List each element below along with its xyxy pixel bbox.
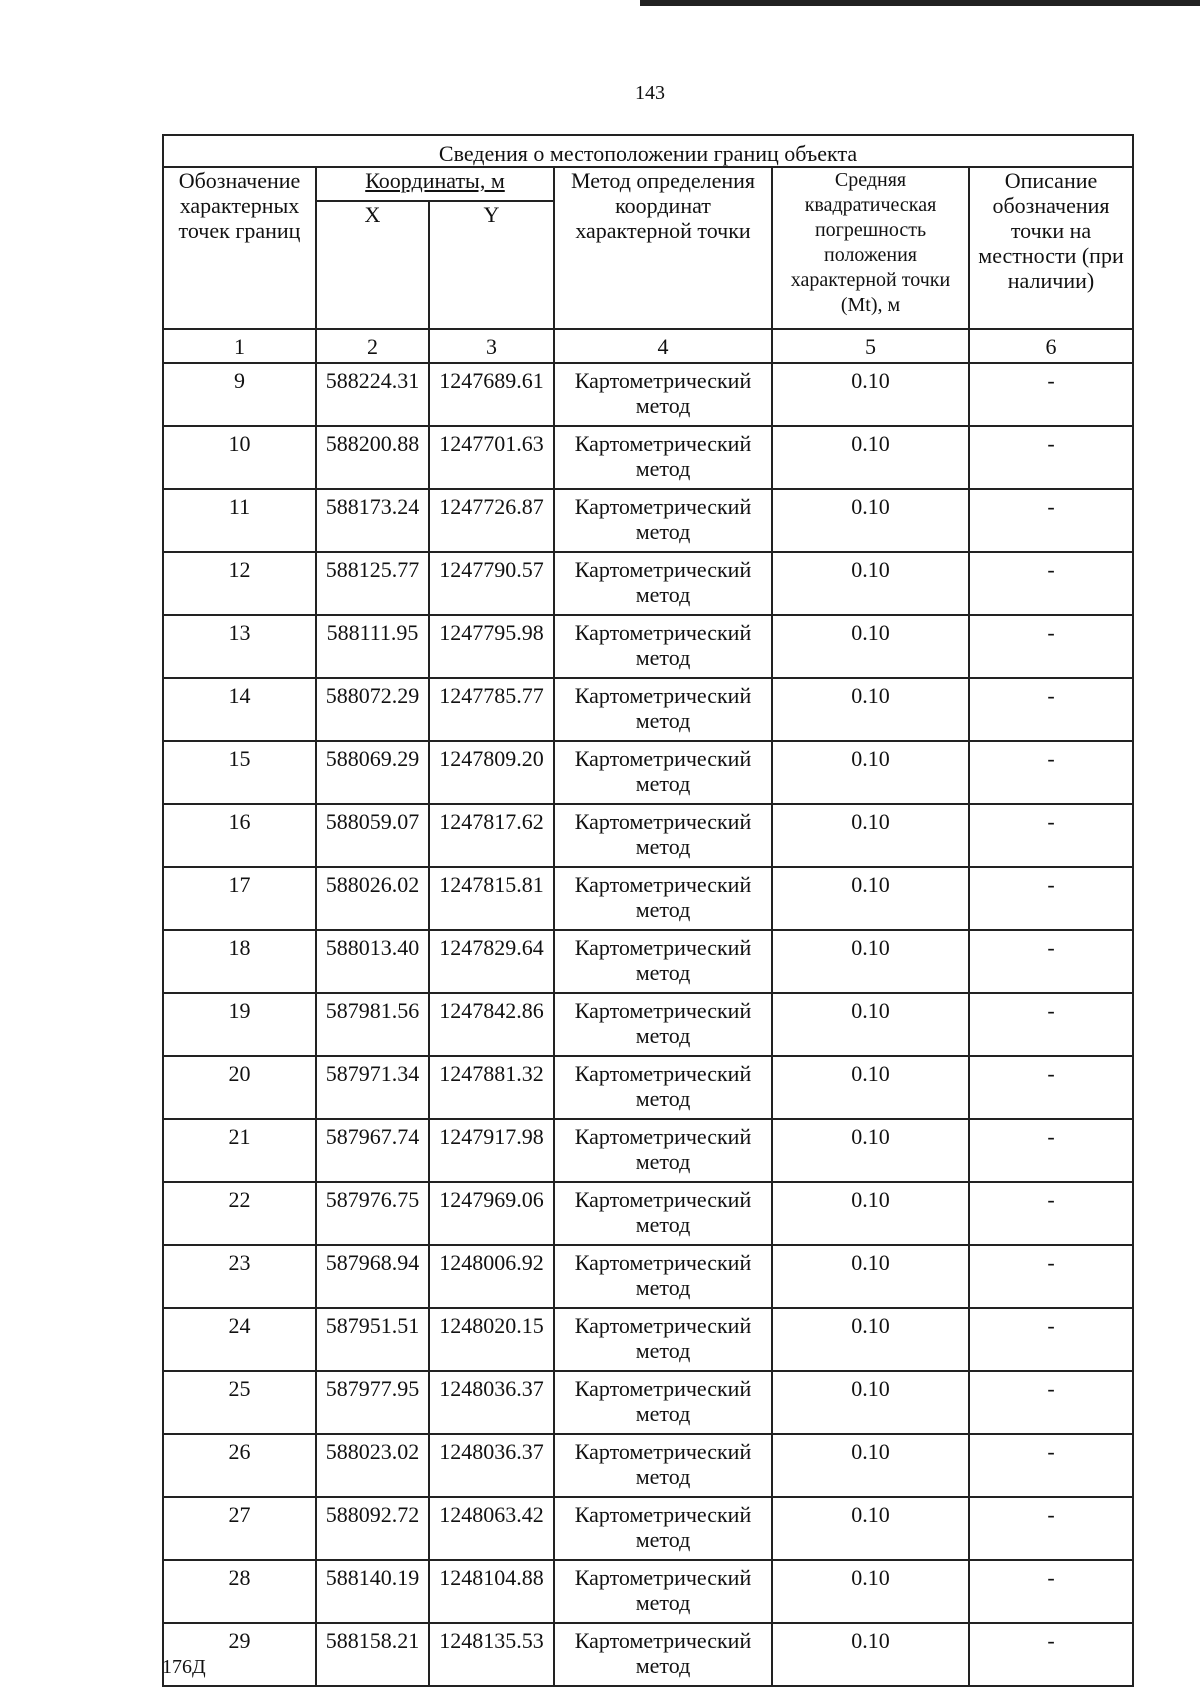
coordinate-y-cell: 1248104.88 [429,1560,554,1623]
error-cell: 0.10 [772,1497,969,1560]
description-cell: - [969,1623,1133,1686]
coordinate-x-cell: 587951.51 [316,1308,429,1371]
coordinate-x-cell: 587976.75 [316,1182,429,1245]
description-cell: - [969,678,1133,741]
coordinate-y-cell: 1247815.81 [429,867,554,930]
method-cell: Картометрический метод [554,1497,772,1560]
table-row [163,1371,1133,1434]
table-row [163,489,1133,552]
table-row [163,867,1133,930]
header-coordinates-label: Координаты, м [365,168,505,193]
error-cell: 0.10 [772,1056,969,1119]
method-cell: Картометрический метод [554,867,772,930]
coordinate-y-cell: 1247790.57 [429,552,554,615]
error-cell: 0.10 [772,1434,969,1497]
error-cell: 0.10 [772,930,969,993]
coordinate-x-cell: 588173.24 [316,489,429,552]
table-row [163,1056,1133,1119]
table-row [163,615,1133,678]
coordinate-y-cell: 1247829.64 [429,930,554,993]
method-cell: Картометрический метод [554,930,772,993]
table-row [163,1308,1133,1371]
column-number: 6 [969,329,1133,363]
table-row [163,1245,1133,1308]
point-id-cell: 12 [163,552,316,615]
description-cell: - [969,489,1133,552]
column-number: 1 [163,329,316,363]
method-cell: Картометрический метод [554,741,772,804]
page-number: 143 [635,82,665,104]
coordinate-y-cell: 1248036.37 [429,1434,554,1497]
description-cell: - [969,993,1133,1056]
description-cell: - [969,1308,1133,1371]
error-cell: 0.10 [772,615,969,678]
coordinate-x-cell: 588023.02 [316,1434,429,1497]
coordinate-y-cell: 1248020.15 [429,1308,554,1371]
point-id-cell: 17 [163,867,316,930]
coordinate-y-cell: 1248063.42 [429,1497,554,1560]
coordinate-y-cell: 1247817.62 [429,804,554,867]
point-id-cell: 24 [163,1308,316,1371]
table-row [163,363,1133,426]
table-row [163,804,1133,867]
error-cell: 0.10 [772,1182,969,1245]
coordinate-y-cell: 1247881.32 [429,1056,554,1119]
description-cell: - [969,1182,1133,1245]
description-cell: - [969,1434,1133,1497]
method-cell: Картометрический метод [554,489,772,552]
column-number: 4 [554,329,772,363]
coordinate-x-cell: 587971.34 [316,1056,429,1119]
coordinate-y-cell: 1247969.06 [429,1182,554,1245]
coordinate-x-cell: 587981.56 [316,993,429,1056]
error-cell: 0.10 [772,1623,969,1686]
point-id-cell: 18 [163,930,316,993]
coordinate-x-cell: 588072.29 [316,678,429,741]
description-cell: - [969,426,1133,489]
header-method: Метод определения координат характерной точки [554,167,772,329]
coordinate-x-cell: 588059.07 [316,804,429,867]
coordinate-y-cell: 1248006.92 [429,1245,554,1308]
coordinate-x-cell: 588224.31 [316,363,429,426]
error-cell: 0.10 [772,993,969,1056]
error-cell: 0.10 [772,1119,969,1182]
coordinate-x-cell: 587968.94 [316,1245,429,1308]
point-id-cell: 27 [163,1497,316,1560]
method-cell: Картометрический метод [554,552,772,615]
description-cell: - [969,741,1133,804]
coordinate-x-cell: 588111.95 [316,615,429,678]
coordinate-x-cell: 588200.88 [316,426,429,489]
description-cell: - [969,1497,1133,1560]
point-id-cell: 21 [163,1119,316,1182]
header-error: Средняя квадратическая погрешность положения характерной точки (Mt), м [772,167,969,329]
error-cell: 0.10 [772,678,969,741]
point-id-cell: 22 [163,1182,316,1245]
table-row [163,930,1133,993]
description-cell: - [969,552,1133,615]
coordinate-x-cell: 588013.40 [316,930,429,993]
error-cell: 0.10 [772,1560,969,1623]
method-cell: Картометрический метод [554,993,772,1056]
coordinate-y-cell: 1248135.53 [429,1623,554,1686]
table-row [163,993,1133,1056]
column-number: 5 [772,329,969,363]
coordinate-y-cell: 1248036.37 [429,1371,554,1434]
point-id-cell: 14 [163,678,316,741]
coordinate-y-cell: 1247726.87 [429,489,554,552]
coordinate-x-cell: 588069.29 [316,741,429,804]
point-id-cell: 29 [163,1623,316,1686]
table-row [163,1434,1133,1497]
description-cell: - [969,615,1133,678]
table-row [163,552,1133,615]
method-cell: Картометрический метод [554,1560,772,1623]
column-numbers-row [163,329,1133,363]
error-cell: 0.10 [772,1308,969,1371]
method-cell: Картометрический метод [554,1434,772,1497]
method-cell: Картометрический метод [554,615,772,678]
point-id-cell: 15 [163,741,316,804]
header-description: Описание обозначения точки на местности (при наличии) [969,167,1133,329]
footer-code: 176Д [162,1656,206,1678]
error-cell: 0.10 [772,1371,969,1434]
coordinate-y-cell: 1247795.98 [429,615,554,678]
point-id-cell: 25 [163,1371,316,1434]
coordinate-y-cell: 1247917.98 [429,1119,554,1182]
point-id-cell: 28 [163,1560,316,1623]
description-cell: - [969,867,1133,930]
point-id-cell: 16 [163,804,316,867]
error-cell: 0.10 [772,867,969,930]
method-cell: Картометрический метод [554,1371,772,1434]
coordinate-x-cell: 588125.77 [316,552,429,615]
header-designation: Обозначение характерных точек границ [163,167,316,329]
description-cell: - [969,1245,1133,1308]
coordinate-x-cell: 588158.21 [316,1623,429,1686]
description-cell: - [969,1560,1133,1623]
error-cell: 0.10 [772,1245,969,1308]
coordinate-x-cell: 588092.72 [316,1497,429,1560]
method-cell: Картометрический метод [554,1245,772,1308]
coordinate-y-cell: 1247842.86 [429,993,554,1056]
method-cell: Картометрический метод [554,1056,772,1119]
method-cell: Картометрический метод [554,426,772,489]
description-cell: - [969,1371,1133,1434]
table-row [163,426,1133,489]
error-cell: 0.10 [772,489,969,552]
table-row [163,1623,1133,1686]
table-row [163,1497,1133,1560]
coordinate-y-cell: 1247809.20 [429,741,554,804]
coordinate-y-cell: 1247785.77 [429,678,554,741]
coordinate-x-cell: 587967.74 [316,1119,429,1182]
header-coordinates [316,167,554,201]
top-edge-rule [640,0,1200,6]
error-cell: 0.10 [772,741,969,804]
table-body [163,363,1133,1686]
point-id-cell: 23 [163,1245,316,1308]
coordinate-y-cell: 1247701.63 [429,426,554,489]
column-number: 2 [316,329,429,363]
point-id-cell: 11 [163,489,316,552]
table-row [163,678,1133,741]
column-number: 3 [429,329,554,363]
description-cell: - [969,1056,1133,1119]
point-id-cell: 10 [163,426,316,489]
coordinate-x-cell: 588140.19 [316,1560,429,1623]
description-cell: - [969,930,1133,993]
point-id-cell: 13 [163,615,316,678]
description-cell: - [969,363,1133,426]
method-cell: Картометрический метод [554,1182,772,1245]
table-row [163,1182,1133,1245]
header-x: X [316,201,429,329]
error-cell: 0.10 [772,363,969,426]
point-id-cell: 19 [163,993,316,1056]
coordinate-y-cell: 1247689.61 [429,363,554,426]
point-id-cell: 9 [163,363,316,426]
method-cell: Картометрический метод [554,678,772,741]
table-row [163,1119,1133,1182]
description-cell: - [969,1119,1133,1182]
method-cell: Картометрический метод [554,1308,772,1371]
boundary-coordinates-table [162,134,1134,1687]
error-cell: 0.10 [772,804,969,867]
error-cell: 0.10 [772,552,969,615]
point-id-cell: 20 [163,1056,316,1119]
header-y: Y [429,201,554,329]
table-title: Сведения о местоположении границ объекта [163,135,1133,167]
error-cell: 0.10 [772,426,969,489]
method-cell: Картометрический метод [554,1119,772,1182]
method-cell: Картометрический метод [554,363,772,426]
table-row [163,741,1133,804]
method-cell: Картометрический метод [554,804,772,867]
description-cell: - [969,804,1133,867]
method-cell: Картометрический метод [554,1623,772,1686]
point-id-cell: 26 [163,1434,316,1497]
coordinate-x-cell: 588026.02 [316,867,429,930]
table-row [163,1560,1133,1623]
coordinate-x-cell: 587977.95 [316,1371,429,1434]
